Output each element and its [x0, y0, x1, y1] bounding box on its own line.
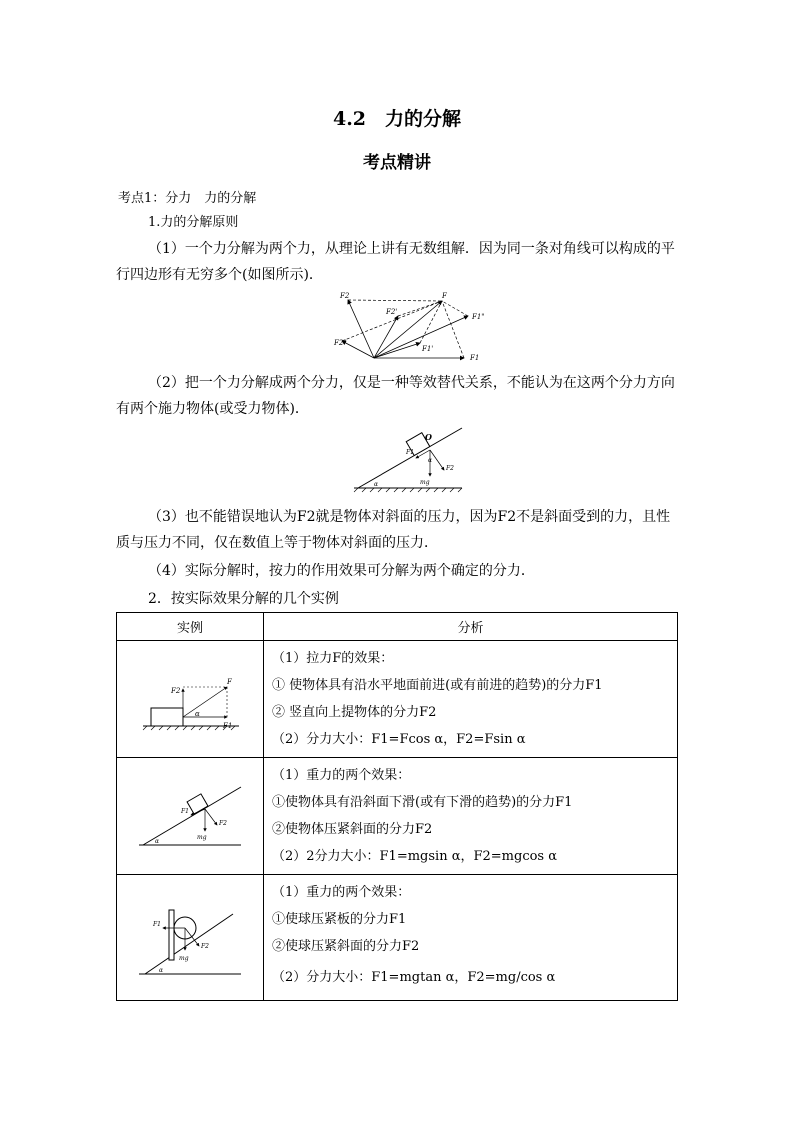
paragraph-2-line-1: （2）把一个力分解成两个分力，仅是一种等效替代关系，不能认为在这两个分力方向 — [148, 375, 675, 391]
label-F1: F1 — [223, 722, 233, 730]
paragraph-3-line-2: 质与压力不同，仅在数值上等于物体对斜面的压力． — [116, 535, 438, 551]
table-row — [117, 758, 678, 875]
page-subtitle: 考点精讲 — [363, 153, 431, 173]
label-F2: F2 — [171, 687, 181, 695]
row3-line2: ①使球压紧板的分力F1 — [272, 912, 407, 927]
row2-line3: ②使物体压紧斜面的分力F2 — [272, 822, 433, 837]
label-O: O — [425, 432, 432, 442]
label-mg: mg — [197, 834, 207, 841]
header-analysis: 分析 — [264, 613, 678, 641]
pull-block-figure — [135, 656, 245, 738]
label-F1: F1 — [406, 449, 414, 456]
paragraph-3-line-1: （3）也不能错误地认为F2就是物体对斜面的压力，因为F2不是斜面受到的力，且性 — [148, 509, 671, 525]
label-F: F — [442, 292, 447, 300]
table-row — [117, 641, 678, 758]
label-mg: mg — [420, 479, 430, 486]
label-F: F — [227, 678, 232, 686]
examples-table — [116, 612, 678, 1001]
row3-line3: ②使球压紧斜面的分力F2 — [272, 939, 420, 954]
section-heading: 考点1：分力 力的分解 — [118, 191, 257, 206]
label-F2: F2 — [446, 465, 454, 472]
examples-heading: 2．按实际效果分解的几个实例 — [148, 591, 339, 607]
header-example: 实例 — [117, 613, 264, 641]
row1-line1: （1）拉力F的效果： — [272, 651, 394, 666]
label-alpha: α — [195, 710, 200, 718]
row3-line4: （2）分力大小：F1=mgtan α，F2=mg/cos α — [272, 970, 556, 985]
row2-line2: ①使物体具有沿斜面下滑(或有下滑的趋势)的分力F1 — [272, 795, 573, 810]
label-F2: F2 — [201, 942, 209, 950]
label-alpha: α — [159, 966, 164, 974]
table-row — [117, 875, 678, 1001]
label-F2: F2 — [219, 820, 227, 827]
label-alpha: α — [155, 838, 160, 845]
label-F2-prime: F2' — [386, 308, 398, 316]
label-F2-double-prime: F2" — [334, 339, 347, 347]
row1-line3: ② 竖直向上提物体的分力F2 — [272, 705, 437, 720]
label-mg: mg — [179, 954, 189, 962]
paragraph-1-line-1: （1）一个力分解为两个力，从理论上讲有无数组解．因为同一条对角线可以构成的平 — [148, 241, 675, 257]
incline-block-figure-2 — [135, 773, 245, 855]
row1-line4: （2）分力大小：F1=Fcos α，F2=Fsin α — [272, 732, 526, 747]
parallelogram-figure — [330, 288, 490, 366]
label-F1-prime: F1' — [422, 345, 434, 353]
label-F1: F1 — [153, 920, 161, 928]
row1-line2: ① 使物体具有沿水平地面前进(或有前进的趋势)的分力F1 — [272, 678, 603, 693]
label-alpha-ground: α — [374, 481, 379, 488]
label-alpha: α — [428, 457, 433, 464]
label-F2: F2 — [340, 292, 350, 300]
page-title: 4.2 力的分解 — [332, 108, 462, 130]
paragraph-4: （4）实际分解时，按力的作用效果可分解为两个确定的分力． — [148, 563, 535, 579]
paragraph-1-line-2: 行四边形有无穷多个(如图所示)． — [116, 267, 323, 283]
incline-block-figure — [350, 424, 466, 494]
row2-line4: （2）2分力大小：F1=mgsin α，F2=mgcos α — [272, 849, 558, 864]
ball-board-figure — [135, 888, 245, 984]
principle-heading: 1.力的分解原则 — [148, 215, 239, 230]
row2-line1: （1）重力的两个效果： — [272, 768, 411, 783]
label-F1: F1 — [181, 808, 189, 815]
row3-line1: （1）重力的两个效果： — [272, 885, 411, 900]
paragraph-2-line-2: 有两个施力物体(或受力物体)． — [116, 401, 309, 417]
label-F1-double-prime: F1" — [472, 313, 485, 321]
label-F1: F1 — [470, 354, 480, 362]
